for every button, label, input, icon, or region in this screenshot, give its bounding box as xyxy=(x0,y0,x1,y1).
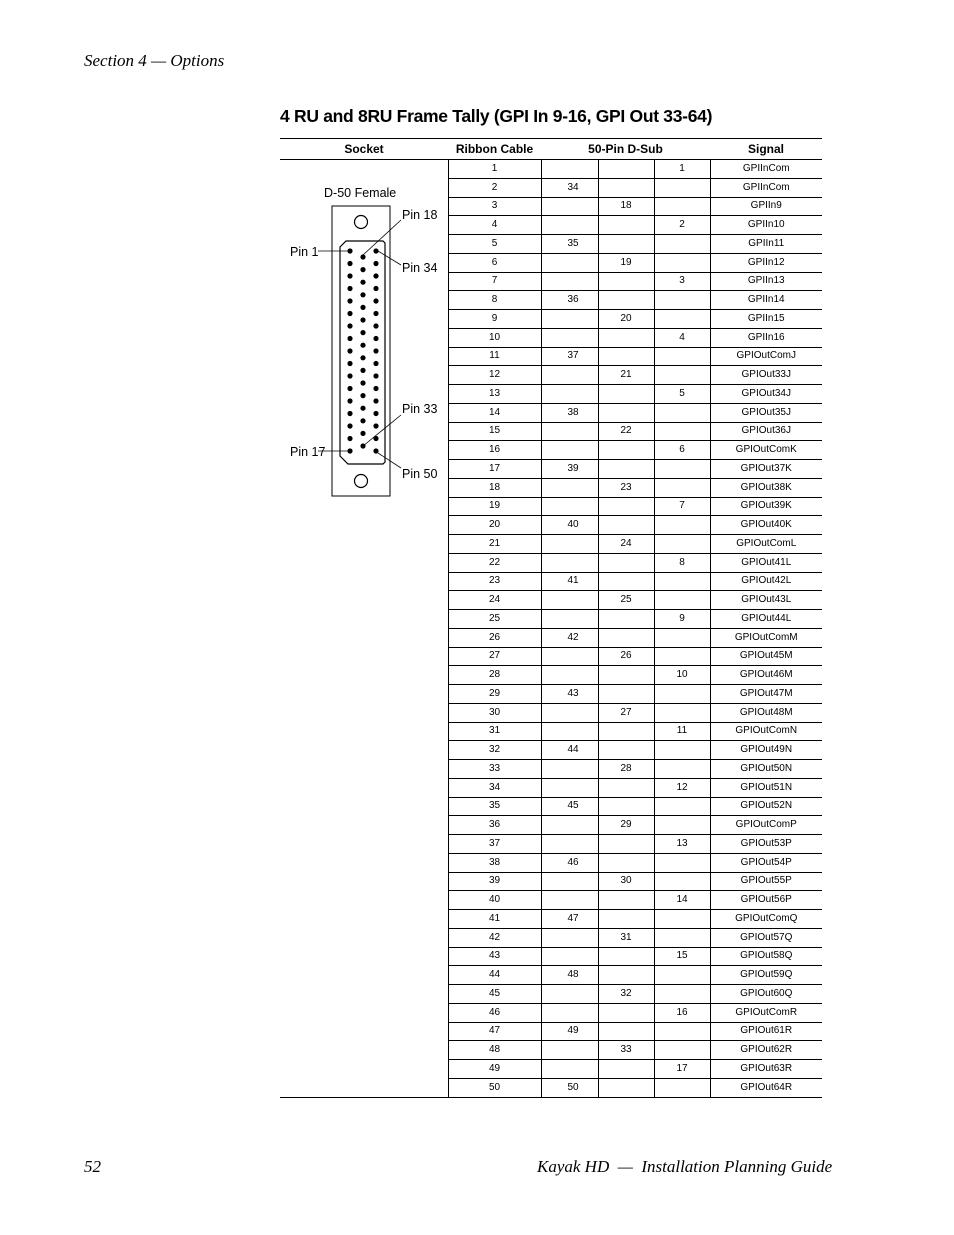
dsub-cell-2: 28 xyxy=(598,760,654,779)
ribbon-cell: 35 xyxy=(448,797,541,816)
pin50-label: Pin 50 xyxy=(402,467,438,481)
pin-dot xyxy=(373,311,378,316)
dsub-cell-2: 18 xyxy=(598,197,654,216)
page-number: 52 xyxy=(84,1157,101,1176)
ribbon-cell: 29 xyxy=(448,685,541,704)
pin-dot xyxy=(347,423,352,428)
section-header: Section 4 — Options xyxy=(84,51,225,70)
pin-dot xyxy=(373,348,378,353)
signal-cell: GPIOut63R xyxy=(710,1060,822,1079)
pin-dot xyxy=(373,286,378,291)
pin-dot xyxy=(360,280,365,285)
signal-cell: GPIOut58Q xyxy=(710,947,822,966)
ribbon-cell: 3 xyxy=(448,197,541,216)
signal-cell: GPIOut61R xyxy=(710,1022,822,1041)
dsub-cell-2: 19 xyxy=(598,253,654,272)
dsub-cell-2: 31 xyxy=(598,928,654,947)
ribbon-cell: 10 xyxy=(448,328,541,347)
pin-dot xyxy=(360,317,365,322)
signal-cell: GPIIn12 xyxy=(710,253,822,272)
signal-cell: GPIOut62R xyxy=(710,1041,822,1060)
signal-cell: GPIOut47M xyxy=(710,685,822,704)
signal-cell: GPIIn14 xyxy=(710,291,822,310)
pin-dot xyxy=(373,373,378,378)
mounting-hole-bottom xyxy=(355,475,368,488)
signal-cell: GPIOut49N xyxy=(710,741,822,760)
signal-cell: GPIOutComJ xyxy=(710,347,822,366)
pin-dot xyxy=(373,323,378,328)
column-header-signal: Signal xyxy=(710,139,822,160)
column-header-socket: Socket xyxy=(280,139,448,160)
dsub-cell-1: 46 xyxy=(541,853,598,872)
dsub-cell-3: 11 xyxy=(654,722,710,741)
ribbon-cell: 12 xyxy=(448,366,541,385)
signal-cell: GPIInCom xyxy=(710,178,822,197)
dsub-cell-3: 8 xyxy=(654,553,710,572)
signal-cell: GPIIn13 xyxy=(710,272,822,291)
dsub-cell-2: 32 xyxy=(598,985,654,1004)
pin-dot xyxy=(373,336,378,341)
signal-cell: GPIOutComK xyxy=(710,441,822,460)
signal-cell: GPIOut52N xyxy=(710,797,822,816)
dsub-cell-1: 42 xyxy=(541,628,598,647)
pin-dot xyxy=(347,311,352,316)
ribbon-cell: 16 xyxy=(448,441,541,460)
ribbon-cell: 24 xyxy=(448,591,541,610)
pin-dot xyxy=(373,298,378,303)
ribbon-cell: 48 xyxy=(448,1041,541,1060)
dsub-cell-1: 44 xyxy=(541,741,598,760)
signal-cell: GPIIn16 xyxy=(710,328,822,347)
ribbon-cell: 42 xyxy=(448,928,541,947)
ribbon-cell: 8 xyxy=(448,291,541,310)
signal-cell: GPIIn10 xyxy=(710,216,822,235)
dsub-cell-1: 41 xyxy=(541,572,598,591)
pin-dot xyxy=(347,336,352,341)
pin17-label: Pin 17 xyxy=(290,445,326,459)
dsub-cell-2: 20 xyxy=(598,310,654,329)
signal-cell: GPIOutComR xyxy=(710,1003,822,1022)
dsub-cell-3: 1 xyxy=(654,160,710,179)
pin-dot xyxy=(347,436,352,441)
signal-cell: GPIOut42L xyxy=(710,572,822,591)
dsub-cell-3: 2 xyxy=(654,216,710,235)
ribbon-cell: 46 xyxy=(448,1003,541,1022)
column-header-ribbon: Ribbon Cable xyxy=(448,139,541,160)
ribbon-cell: 18 xyxy=(448,478,541,497)
pin-dot xyxy=(360,305,365,310)
signal-cell: GPIOut57Q xyxy=(710,928,822,947)
signal-cell: GPIOut46M xyxy=(710,666,822,685)
signal-cell: GPIOutComL xyxy=(710,535,822,554)
ribbon-cell: 13 xyxy=(448,385,541,404)
ribbon-cell: 37 xyxy=(448,835,541,854)
dsub-cell-1: 40 xyxy=(541,516,598,535)
pin-dot xyxy=(347,261,352,266)
dsub-cell-2: 30 xyxy=(598,872,654,891)
ribbon-cell: 11 xyxy=(448,347,541,366)
ribbon-cell: 27 xyxy=(448,647,541,666)
pin-dot xyxy=(347,273,352,278)
signal-cell: GPIOut43L xyxy=(710,591,822,610)
ribbon-cell: 17 xyxy=(448,460,541,479)
ribbon-cell: 15 xyxy=(448,422,541,441)
signal-cell: GPIOut53P xyxy=(710,835,822,854)
pin-dot xyxy=(373,411,378,416)
ribbon-cell: 45 xyxy=(448,985,541,1004)
dsub-cell-2: 22 xyxy=(598,422,654,441)
pin-dot xyxy=(373,423,378,428)
signal-cell: GPIOut50N xyxy=(710,760,822,779)
signal-cell: GPIIn9 xyxy=(710,197,822,216)
pin-dot xyxy=(373,398,378,403)
signal-cell: GPIOut45M xyxy=(710,647,822,666)
dsub-cell-3: 7 xyxy=(654,497,710,516)
ribbon-cell: 9 xyxy=(448,310,541,329)
pin-dot xyxy=(347,348,352,353)
pin-dot xyxy=(360,292,365,297)
ribbon-cell: 50 xyxy=(448,1078,541,1097)
dsub-cell-3: 13 xyxy=(654,835,710,854)
pin-dot xyxy=(347,286,352,291)
ribbon-cell: 26 xyxy=(448,628,541,647)
ribbon-cell: 31 xyxy=(448,722,541,741)
dsub-cell-1: 50 xyxy=(541,1078,598,1097)
signal-cell: GPIOutComP xyxy=(710,816,822,835)
pin-dot xyxy=(373,361,378,366)
dsub-cell-1: 47 xyxy=(541,910,598,929)
ribbon-cell: 5 xyxy=(448,235,541,254)
dsub-cell-1: 49 xyxy=(541,1022,598,1041)
signal-cell: GPIIn15 xyxy=(710,310,822,329)
pin-dot xyxy=(373,261,378,266)
ribbon-cell: 49 xyxy=(448,1060,541,1079)
dsub-cell-3: 10 xyxy=(654,666,710,685)
signal-cell: GPIOut38K xyxy=(710,478,822,497)
pin-dot xyxy=(347,386,352,391)
dsub-cell-1: 34 xyxy=(541,178,598,197)
ribbon-cell: 14 xyxy=(448,403,541,422)
pin-dot xyxy=(360,343,365,348)
ribbon-cell: 39 xyxy=(448,872,541,891)
ribbon-cell: 32 xyxy=(448,741,541,760)
mounting-hole-top xyxy=(355,216,368,229)
dsub-cell-3: 6 xyxy=(654,441,710,460)
ribbon-cell: 47 xyxy=(448,1022,541,1041)
dsub-cell-3: 12 xyxy=(654,778,710,797)
signal-cell: GPIOut37K xyxy=(710,460,822,479)
dsub-cell-2: 21 xyxy=(598,366,654,385)
pin-dot xyxy=(360,431,365,436)
signal-cell: GPIOut40K xyxy=(710,516,822,535)
pin-dot xyxy=(360,393,365,398)
footer-doc-title: Kayak HD — Installation Planning Guide xyxy=(537,1157,833,1176)
signal-cell: GPIOut56P xyxy=(710,891,822,910)
pin18-label: Pin 18 xyxy=(402,208,438,222)
ribbon-cell: 28 xyxy=(448,666,541,685)
dsub-cell-1: 37 xyxy=(541,347,598,366)
ribbon-cell: 19 xyxy=(448,497,541,516)
dsub-cell-1: 39 xyxy=(541,460,598,479)
pin-dot xyxy=(360,418,365,423)
ribbon-cell: 23 xyxy=(448,572,541,591)
dsub-cell-2: 23 xyxy=(598,478,654,497)
dsub-cell-2: 26 xyxy=(598,647,654,666)
signal-cell: GPIOut55P xyxy=(710,872,822,891)
dsub-cell-1: 38 xyxy=(541,403,598,422)
dsub-cell-3: 16 xyxy=(654,1003,710,1022)
dsub-cell-1: 43 xyxy=(541,685,598,704)
ribbon-cell: 7 xyxy=(448,272,541,291)
pin-dot xyxy=(360,368,365,373)
dsub-cell-2: 27 xyxy=(598,703,654,722)
pin1-label: Pin 1 xyxy=(290,245,319,259)
signal-cell: GPIOut41L xyxy=(710,553,822,572)
dsub-cell-2: 24 xyxy=(598,535,654,554)
dsub-cell-1: 48 xyxy=(541,966,598,985)
signal-cell: GPIInCom xyxy=(710,160,822,179)
signal-cell: GPIOut48M xyxy=(710,703,822,722)
pin-dot xyxy=(347,411,352,416)
signal-cell: GPIOut54P xyxy=(710,853,822,872)
signal-cell: GPIOutComN xyxy=(710,722,822,741)
ribbon-cell: 20 xyxy=(448,516,541,535)
pin-dot xyxy=(347,361,352,366)
dsub-cell-1: 36 xyxy=(541,291,598,310)
signal-cell: GPIOut39K xyxy=(710,497,822,516)
ribbon-cell: 44 xyxy=(448,966,541,985)
pin-dot xyxy=(373,248,378,253)
dsub-cell-2: 25 xyxy=(598,591,654,610)
ribbon-cell: 43 xyxy=(448,947,541,966)
ribbon-cell: 41 xyxy=(448,910,541,929)
connector-label: D-50 Female xyxy=(324,186,397,200)
signal-cell: GPIOut35J xyxy=(710,403,822,422)
ribbon-cell: 40 xyxy=(448,891,541,910)
pin-dot xyxy=(347,323,352,328)
ribbon-cell: 2 xyxy=(448,178,541,197)
dsub-cell-3: 17 xyxy=(654,1060,710,1079)
signal-cell: GPIOutComQ xyxy=(710,910,822,929)
signal-cell: GPIOut51N xyxy=(710,778,822,797)
pin-dot xyxy=(347,398,352,403)
signal-cell: GPIOut33J xyxy=(710,366,822,385)
ribbon-cell: 4 xyxy=(448,216,541,235)
ribbon-cell: 30 xyxy=(448,703,541,722)
ribbon-cell: 21 xyxy=(448,535,541,554)
ribbon-cell: 25 xyxy=(448,610,541,629)
dsub-cell-3: 9 xyxy=(654,610,710,629)
dsub-cell-3: 3 xyxy=(654,272,710,291)
pin-dot xyxy=(373,448,378,453)
signal-cell: GPIOut59Q xyxy=(710,966,822,985)
pin-dot xyxy=(360,330,365,335)
dsub-cell-2: 29 xyxy=(598,816,654,835)
pin-dot xyxy=(347,298,352,303)
pin-dot xyxy=(360,267,365,272)
signal-cell: GPIOutComM xyxy=(710,628,822,647)
pin-dot xyxy=(373,386,378,391)
signal-cell: GPIOut34J xyxy=(710,385,822,404)
dsub-cell-3: 15 xyxy=(654,947,710,966)
dsub-cell-1: 35 xyxy=(541,235,598,254)
pin-dot xyxy=(360,406,365,411)
ribbon-cell: 1 xyxy=(448,160,541,179)
signal-cell: GPIOut36J xyxy=(710,422,822,441)
ribbon-cell: 22 xyxy=(448,553,541,572)
signal-cell: GPIIn11 xyxy=(710,235,822,254)
ribbon-cell: 34 xyxy=(448,778,541,797)
ribbon-cell: 36 xyxy=(448,816,541,835)
table-title: 4 RU and 8RU Frame Tally (GPI In 9-16, GPI Out 33-64) xyxy=(280,106,713,126)
pin-dot xyxy=(347,373,352,378)
pin-dot xyxy=(360,254,365,259)
signal-cell: GPIOut60Q xyxy=(710,985,822,1004)
pin33-label: Pin 33 xyxy=(402,402,438,416)
pin-dot xyxy=(360,355,365,360)
ribbon-cell: 33 xyxy=(448,760,541,779)
dsub-cell-2: 33 xyxy=(598,1041,654,1060)
pin34-label: Pin 34 xyxy=(402,261,438,275)
signal-cell: GPIOut44L xyxy=(710,610,822,629)
pin-dot xyxy=(373,273,378,278)
pin-dot xyxy=(360,380,365,385)
connector-shell xyxy=(340,241,385,464)
dsub-cell-3: 5 xyxy=(654,385,710,404)
dsub-cell-3: 14 xyxy=(654,891,710,910)
dsub-cell-1: 45 xyxy=(541,797,598,816)
ribbon-cell: 6 xyxy=(448,253,541,272)
signal-cell: GPIOut64R xyxy=(710,1078,822,1097)
dsub-cell-3: 4 xyxy=(654,328,710,347)
column-header-dsub: 50-Pin D-Sub xyxy=(541,139,710,160)
ribbon-cell: 38 xyxy=(448,853,541,872)
